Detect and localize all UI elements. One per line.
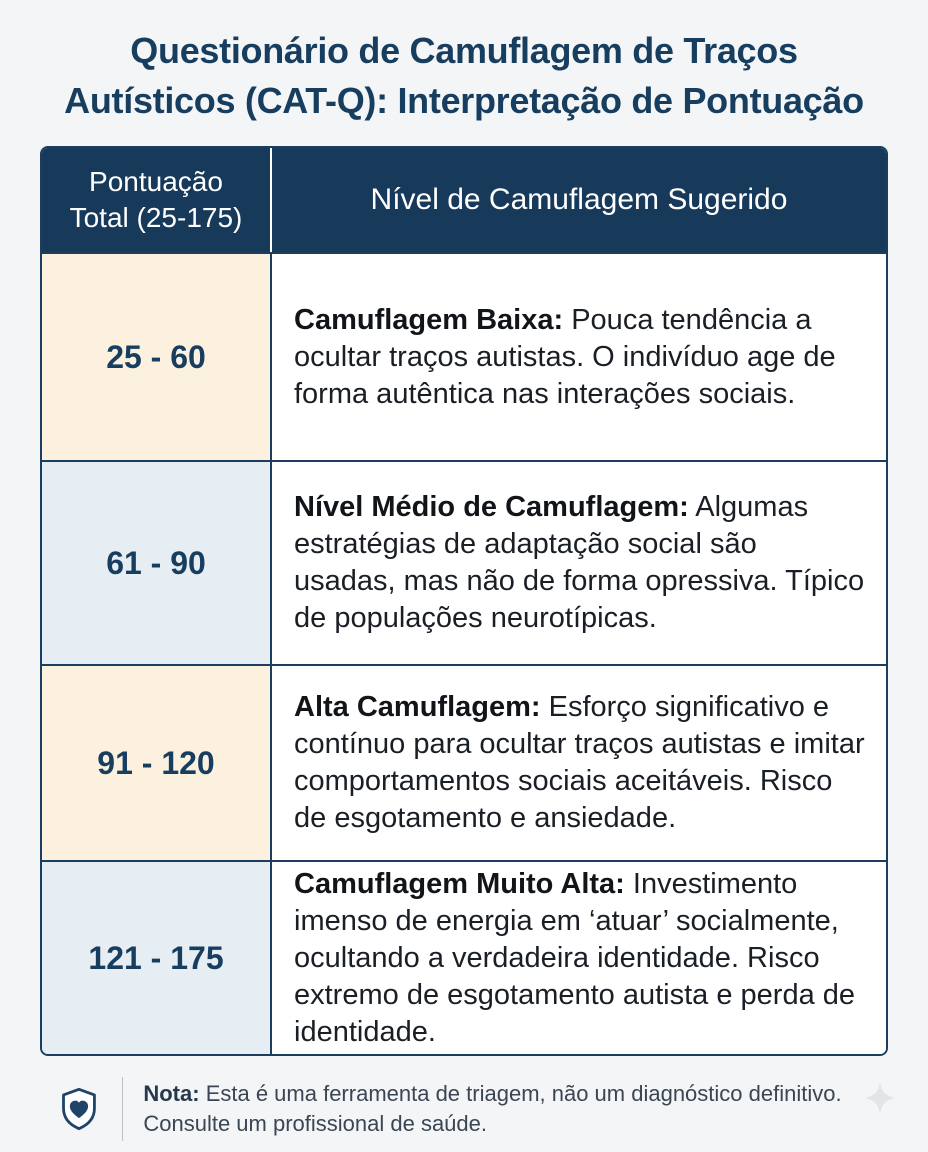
level-description: [272, 254, 886, 460]
level-description: [272, 862, 886, 1054]
score-table: [40, 146, 888, 1056]
score-range: 61 - 90: [42, 462, 272, 664]
note-text: [143, 1079, 880, 1139]
level-text: Esforço significativo e contínuo para ocultar traços autistas e imitar comportamentos sociais aceitáveis. Risco de esgotamento e ansiedade.: [294, 691, 865, 834]
score-range: 91 - 120: [42, 666, 272, 860]
footer-note: [60, 1074, 880, 1144]
page-title-line-1: Questionário de Camuflagem de Traços: [130, 30, 798, 71]
table-row: [42, 862, 886, 1054]
header-score: [42, 148, 272, 252]
table-header: [42, 148, 886, 254]
table-row: [42, 666, 886, 862]
page-title-line-2: Autísticos (CAT-Q): Interpretação de Pontuação: [64, 80, 864, 121]
level-text: Investimento imenso de energia em ‘atuar’ socialmente, ocultando a verdadeira identidade. Risco extremo de esgotamento autista e perda de identidade.: [294, 867, 856, 1048]
score-range: 121 - 175: [42, 862, 272, 1054]
level-label: Alta Camuflagem:: [294, 691, 541, 723]
level-text: Pouca tendência a ocultar traços autistas. O indivíduo age de forma autêntica nas interações sociais.: [294, 303, 836, 410]
page-title: [0, 26, 928, 126]
table-row: [42, 462, 886, 666]
sparkle-icon: [862, 1080, 898, 1116]
note-body: Esta é uma ferramenta de triagem, não um diagnóstico definitivo. Consulte um profissional de saúde.: [143, 1081, 842, 1136]
table-row: [42, 254, 886, 462]
shield-heart-icon: [60, 1078, 98, 1140]
level-label: Nível Médio de Camuflagem:: [294, 491, 689, 523]
level-label: Camuflagem Baixa:: [294, 303, 564, 336]
level-label: Camuflagem Muito Alta:: [294, 867, 625, 900]
note-label: Nota:: [143, 1081, 200, 1106]
level-text: Algumas estratégias de adaptação social são usadas, mas não de forma opressiva. Típico de populações neurotípicas.: [294, 491, 865, 634]
level-description: [272, 666, 886, 860]
header-level: Nível de Camuflagem Sugerido: [370, 183, 788, 216]
score-range: 25 - 60: [42, 254, 272, 460]
note-divider: [122, 1077, 123, 1141]
header-score-line-1: Pontuação: [89, 166, 223, 197]
level-description: [272, 462, 886, 664]
header-score-line-2: Total (25-175): [69, 202, 243, 233]
